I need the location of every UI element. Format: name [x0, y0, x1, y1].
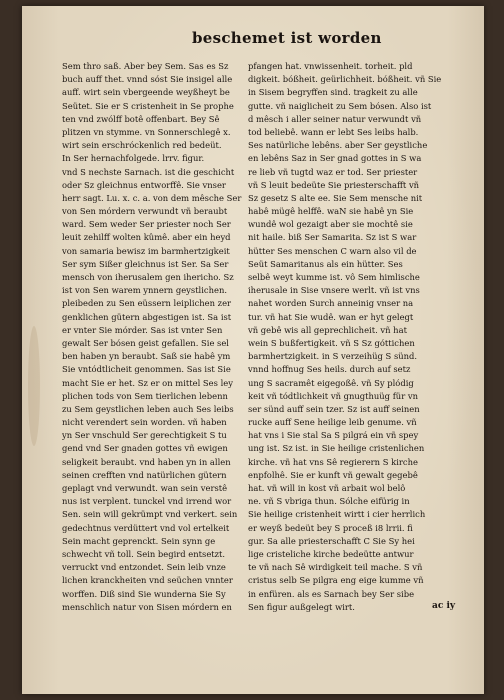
- text-line: te vñ nach Sê wirdigkeit teil mache. S vñ: [248, 562, 423, 573]
- text-line: gedechtnus verdüttert vnd vol ertelkeit: [62, 522, 230, 533]
- text-line: wundê wol gezaigt aber sie mochtê sie: [248, 219, 413, 230]
- text-line: menschlich natur von Sisen mórdern en: [62, 601, 232, 612]
- text-line: d mêsch i aller seiner natur verwundt vñ: [248, 113, 422, 124]
- text-line: hütter Ses menschen C warn also vil de: [248, 245, 417, 256]
- text-line: geplagt vnd verwundt. wan sein verstê: [62, 483, 228, 493]
- text-line: pfangen hat. vnwissenheit. torheit. pld: [248, 61, 413, 71]
- text-line: ung S sacramêt eigegoßê. vñ Sy plódig: [248, 377, 414, 388]
- text-line: herr sagt. Lu. x. c. a. von dem mêsche Ser: [62, 192, 242, 203]
- text-line: ist von Sen warem ynnern geystlichen.: [62, 285, 228, 296]
- text-line: Seütet. Sie er S cristenheit in Se prophe: [62, 100, 234, 111]
- text-line: verruckt vnd entzondet. Sein leib vnze: [62, 562, 226, 573]
- text-line: digkeit. bóßheit. geürlichheit. bóßheit. vñ Sie: [248, 74, 442, 85]
- text-line: in enfüren. als es Sarnach bey Ser sibe: [248, 588, 415, 599]
- text-line: gewalt Ser bósen geist gefallen. Sie sel: [62, 337, 229, 348]
- text-line: vnd S nechste Sarnach. ist die geschicht: [62, 166, 235, 177]
- text-line: vnnd hoffnug Ses heils. durch auf setz: [248, 364, 411, 375]
- text-line: wirt sein erschróckenlich red bedeüt.: [62, 140, 222, 151]
- text-line: ward. Sem weder Ser priester noch Ser: [62, 219, 231, 230]
- text-line: auff. wirt sein vbergeende weyßheyt be: [62, 87, 230, 98]
- text-line: rucke auff Sene heilige leib genume. vñ: [248, 417, 417, 428]
- text-line: er weyß bedeüt bey S proceß i8 lrrii. fi: [248, 522, 413, 533]
- text-line: enpfolhê. Sie er kunft vñ gewalt gegebê: [248, 469, 418, 480]
- text-line: plitzen vn stymme. vn Sonnerschlegê x.: [62, 126, 231, 137]
- text-line: yn Ser vnschuld Ser gerechtigkeit S tu: [62, 430, 227, 441]
- text-line: ten vnd zwólff botê offenbart. Bey Sê: [62, 113, 220, 124]
- text-line: worffen. Diß sind Sie wunderna Sie Sy: [62, 588, 226, 599]
- text-line: cristus selb Se pilgra eng eige kumme vñ: [248, 575, 424, 586]
- text-line: zu Sem geystlichen leben auch Ses leibs: [62, 403, 234, 414]
- text-line: ser sünd auff sein tzer. Sz ist auff seinen: [248, 403, 420, 414]
- text-line: Sem thro saß. Aber bey Sem. Sas es Sz: [62, 61, 229, 71]
- text-line: er vnter Sie mórder. Sas ist vnter Sen: [62, 324, 223, 335]
- text-line: genklichen gütern abgestigen ist. Sa ist: [62, 311, 232, 322]
- text-line: Seüt Samaritanus als ein hütter. Ses: [248, 258, 403, 269]
- text-line: In Ser hernachfolgede. lrrv. figur.: [62, 153, 205, 164]
- text-line: habê mügê helffê. waN sie habê yn Sie: [248, 206, 414, 217]
- text-line: nit haile. biß Ser Samarita. Sz ist S war: [248, 232, 417, 243]
- text-line: iherusale in Sise vnsere werlt. vñ ist vns: [248, 285, 420, 296]
- text-line: lichen kranckheiten vnd seüchen vnnter: [62, 575, 233, 586]
- text-line: macht Sie er het. Sz er on mittel Ses ley: [62, 377, 233, 388]
- text-line: lige cristeliche kirche bedeütte antwur: [248, 548, 414, 559]
- text-line: mensch von iherusalem gen ihericho. Sz: [62, 272, 234, 282]
- text-line: en lebêns Saz in Ser gnad gottes in S wa: [248, 153, 422, 164]
- text-line: ung ist. Sz ist. in Sie heilige cristenlichen: [248, 443, 425, 454]
- text-line: ne. vñ S vbriga thun. Sólche eifürig in: [248, 496, 410, 507]
- text-line: oder Sz gleichnus entworffê. Sie vnser: [62, 179, 226, 190]
- page-header: beschemet ist worden: [192, 29, 382, 47]
- text-line: Sen figur außgelegt wirt.: [248, 601, 355, 612]
- text-line: Sen. sein will gekrümpt vnd verkert. sein: [62, 509, 238, 520]
- text-line: kirche. vñ hat vns Sê regierern S kirche: [248, 456, 418, 467]
- text-line: nahet worden Surch anneinig vnser na: [248, 298, 414, 309]
- text-line: plichen tods von Sem tierlichen lebenn: [62, 390, 228, 401]
- text-line: vñ S leuit bedeüte Sie priesterschafft vñ: [248, 179, 420, 190]
- text-line: von samaria bewisz im barmhertzigkeit: [62, 245, 230, 256]
- text-line: gutte. vñ naiglicheit zu Sem bósen. Also ist: [248, 100, 432, 111]
- text-line: keit vñ tódtlichkeit vñ gnugthuüg für vn: [248, 390, 418, 401]
- text-line: Ses natürliche lebêns. aber Ser geystliche: [248, 140, 428, 151]
- text-line: tod beliebê. wann er lebt Ses leibs halb.: [248, 126, 419, 137]
- text-line: vñ gebê wis all geprechlicheit. vñ hat: [248, 324, 407, 335]
- paper-stain: [28, 326, 40, 446]
- text-line: hat vns i Sie stal Sa S pilgrá ein vñ spey: [248, 430, 419, 441]
- text-line: hat. vñ will in kost vñ arbait wol belô: [248, 483, 406, 493]
- text-line: Ser sym Sißer gleichnus ist Ser. Sa Ser: [62, 258, 229, 269]
- manuscript-page: [22, 6, 484, 694]
- text-line: gur. Sa alle priesterschafft C Sie Sy hei: [248, 535, 415, 546]
- text-line: nicht verendert sein worden. vñ haben: [62, 417, 227, 428]
- text-line: Sie vntódtlicheit genommen. Sas ist Sie: [62, 364, 231, 375]
- text-line: Sie heilige cristenheit wirtt i cier herrlich: [248, 509, 426, 520]
- text-line: seligkeit beraubt. vnd haben yn in allen: [62, 456, 231, 467]
- text-line: pleibeden zu Sen eüssern leiplichen zer: [62, 298, 232, 309]
- text-line: schwecht vñ toll. Sein begird entsetzt.: [62, 548, 226, 559]
- text-line: buch auff thet. vnnd sóst Sie insigel alle: [62, 74, 233, 85]
- text-line: wein S bußfertigkeit. vñ S Sz góttichen: [248, 337, 415, 348]
- text-line: von Sen mórdern verwundt vñ beraubt: [62, 206, 228, 217]
- text-line: selbê weyt kumme ist. vô Sem himlische: [248, 272, 420, 282]
- text-line: tur. vñ hat Sie wudê. wan er hyt gelegt: [248, 311, 414, 322]
- text-line: nus ist verplent. tunckel vnd irrend wor: [62, 496, 232, 507]
- text-column-left: [62, 60, 244, 614]
- text-line: in Sisem begryffen sind. tragkeit zu alle: [248, 87, 418, 98]
- folio-signature: ac iy: [432, 601, 456, 611]
- text-column-right: [248, 60, 442, 614]
- text-line: Sz gesetz S alte ee. Sie Sem mensche nit: [248, 192, 423, 203]
- text-line: seinen crefften vnd natürlichen gütern: [62, 469, 227, 480]
- text-line: re lieb vñ tugtd waz er tod. Ser priester: [248, 166, 418, 177]
- text-line: barmhertzigkeit. in S verzeihüg S sünd.: [248, 351, 418, 362]
- text-line: gend vnd Ser gnaden gottes vñ ewigen: [62, 443, 228, 454]
- text-line: Sein macht geprenckt. Sein synn ge: [62, 535, 216, 546]
- text-line: leuit zehilff wolten kûmê. aber ein heyd: [62, 232, 231, 243]
- text-line: ben haben yn beraubt. Saß sie habê ym: [62, 351, 231, 362]
